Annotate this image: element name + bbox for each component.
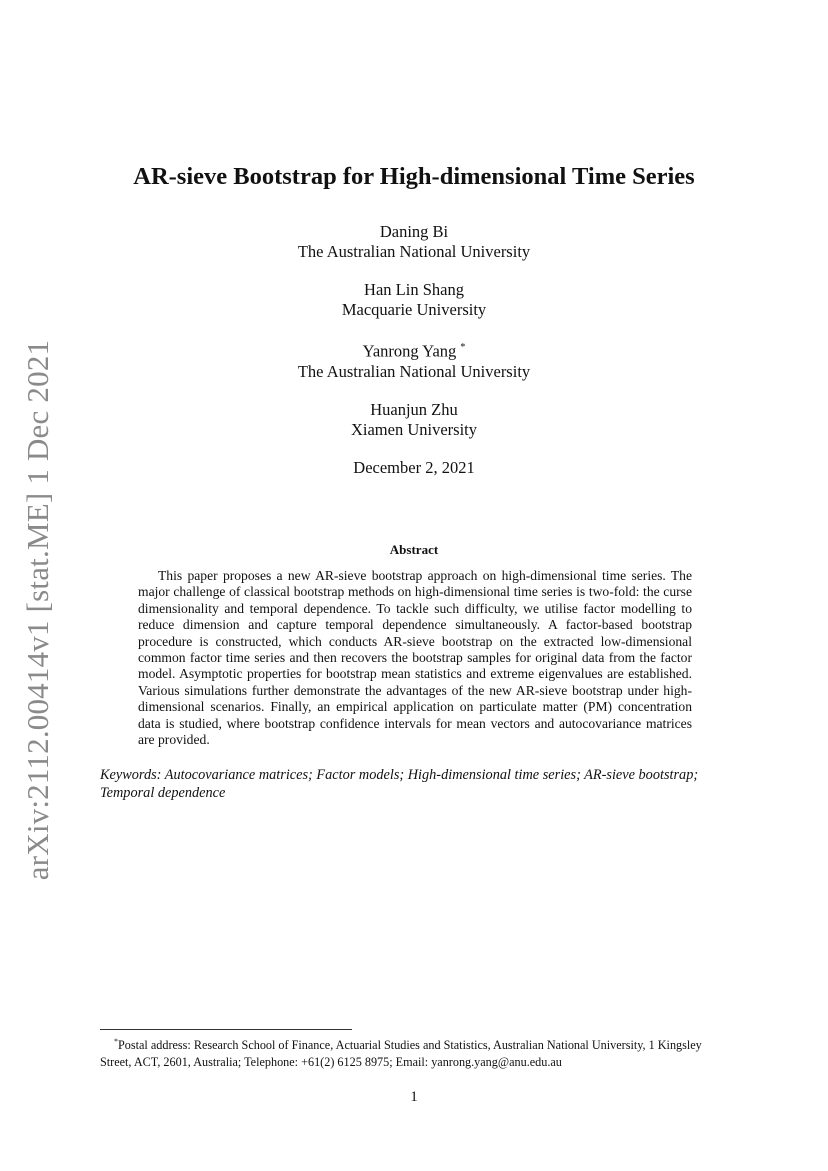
footnote-divider <box>100 1029 352 1030</box>
author-affiliation: Macquarie University <box>341 300 487 319</box>
footnote <box>100 1033 732 1071</box>
author-affiliation: The Australian National University <box>297 242 531 261</box>
author-name: Yanrong Yang <box>362 341 457 361</box>
author-name: Han Lin Shang <box>364 280 464 299</box>
footnote-marker: * <box>460 342 466 353</box>
author-name: Huanjun Zhu <box>370 399 458 419</box>
arxiv-stamp: arXiv:2112.00414v1 [stat.ME] 1 Dec 2021 <box>20 339 55 881</box>
paper-title: AR-sieve Bootstrap for High-dimensional Time Series <box>133 163 695 190</box>
author-block <box>0 280 828 320</box>
author-block <box>0 222 828 262</box>
author-name: Daning Bi <box>379 222 449 241</box>
keywords: Keywords: Autocovariance matrices; Factor models; High-dimensional time series; AR-sieve bootstrap; Temporal dependence <box>100 767 699 801</box>
paper-date: December 2, 2021 <box>353 457 475 477</box>
author-block <box>0 338 828 382</box>
footnote-text: Postal address: Research School of Finance, Actuarial Studies and Statistics, Australian National University, 1 Kingsley Street, ACT, 2601, Australia; Telephone: +61(2) 6125 8975; Email: yanrong.yang@anu.edu.au <box>100 1038 702 1070</box>
page-number: 1 <box>410 1089 418 1105</box>
author-affiliation: Xiamen University <box>350 419 477 439</box>
author-affiliation: The Australian National University <box>297 361 531 381</box>
author-list <box>0 222 828 478</box>
author-block <box>0 400 828 440</box>
abstract-text: This paper proposes a new AR-sieve bootstrap approach on high-dimensional time series. The major challenge of classical bootstrap methods on high-dimensional time series is two-fold: the curse dimensionality and temporal dependence. To tackle such difficulty, we utilise factor modelling to reduce dimension and capture temporal dependence simultaneously. A factor-based bootstrap procedure is constructed, which conducts AR-sieve bootstrap on the extracted low-dimensional common factor time series and then recovers the bootstrap samples for original data from the factor model. Asymptotic properties for bootstrap mean statistics and extreme eigenvalues are established. Various simulations further demonstrate the advantages of the new AR-sieve bootstrap under high-dimensional scenarios. Finally, an empirical application on particulate matter (PM) concentration data is studied, where bootstrap confidence intervals for mean vectors and autocovariance matrices are provided. <box>138 568 692 748</box>
abstract-heading: Abstract <box>389 542 439 557</box>
footnote-marker: * <box>114 1037 118 1046</box>
